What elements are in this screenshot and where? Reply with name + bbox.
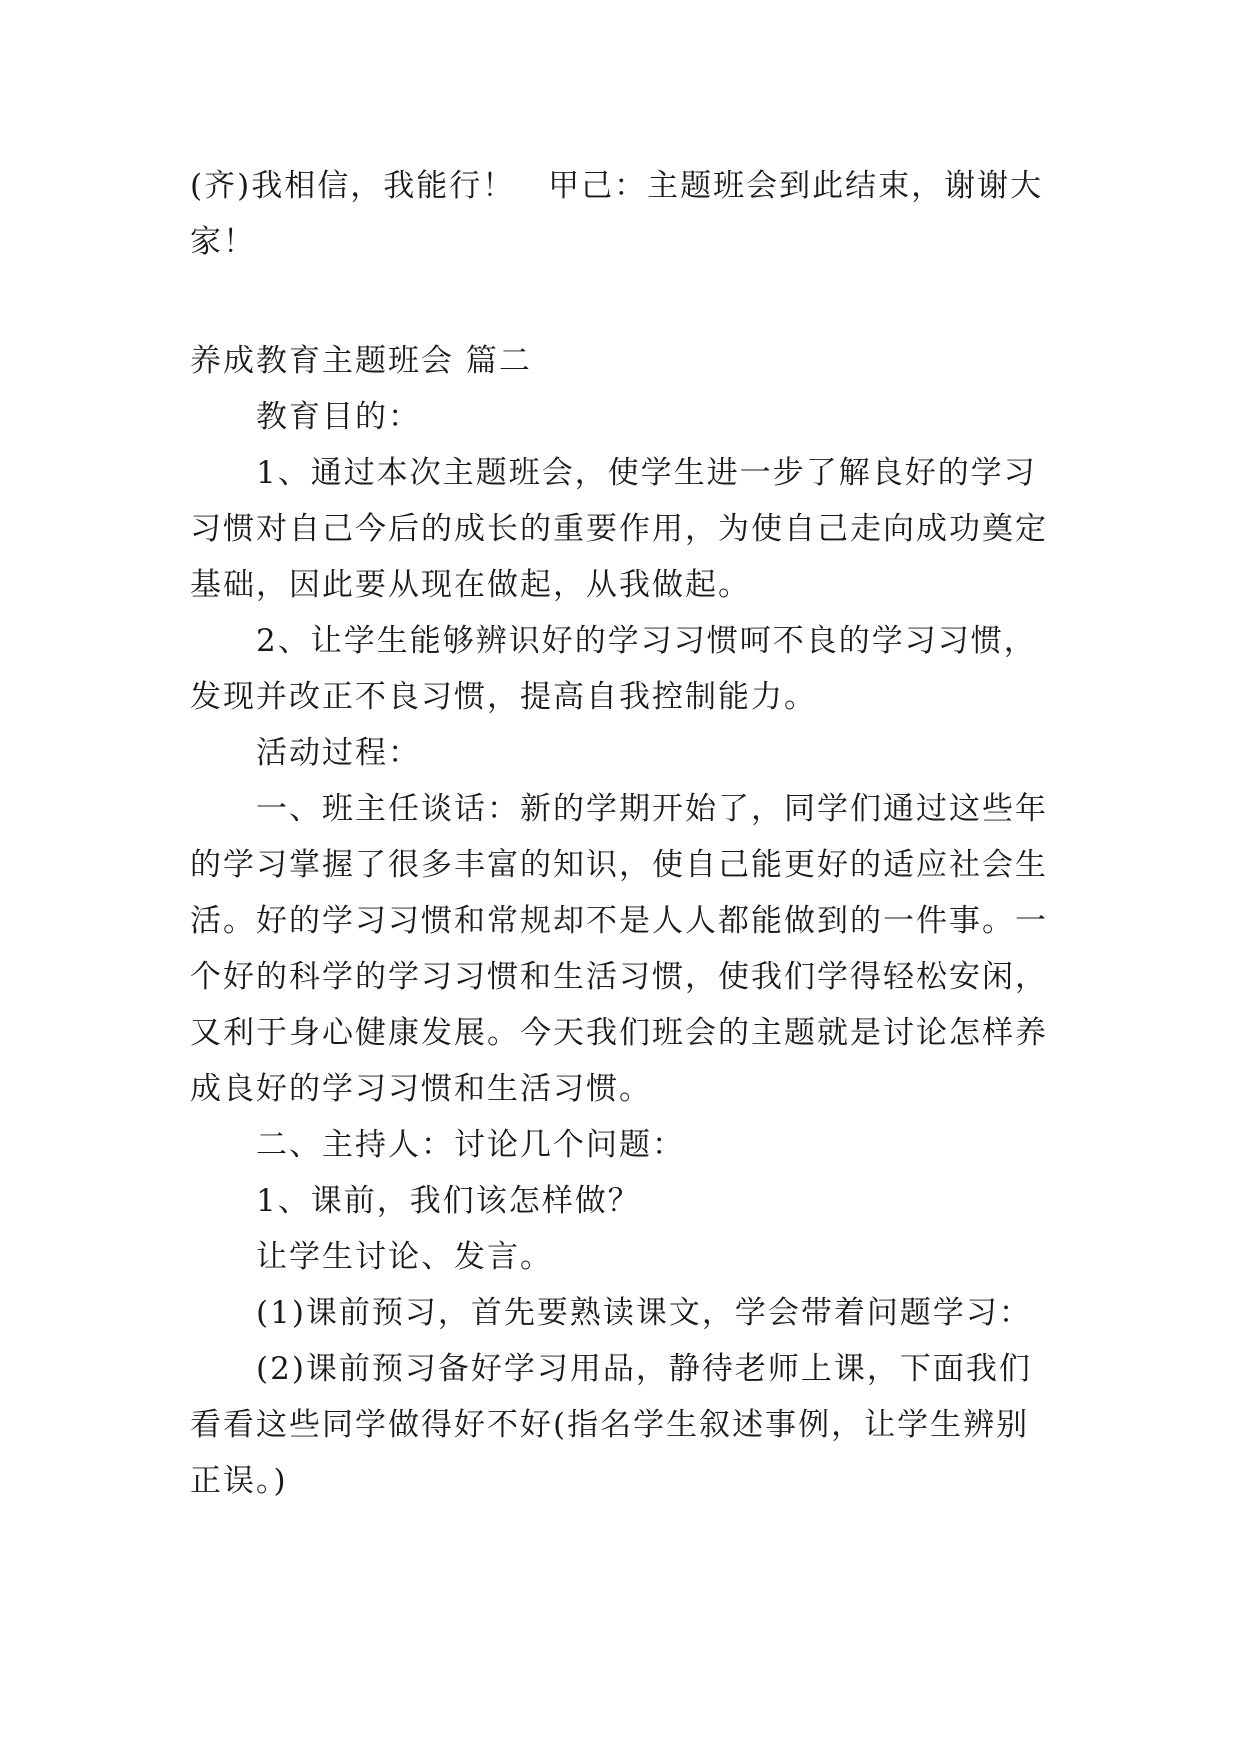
paragraph-goal-1: 1、通过本次主题班会，使学生进一步了解良好的学习习惯对自己今后的成长的重要作用，为使自己走向成功奠定基础，因此要从现在做起，从我做起。 (190, 455, 1048, 603)
section-title: 养成教育主题班会 篇二 (190, 343, 532, 379)
paragraph-item-1: (1)课前预习，首先要熟读课文，学会带着问题学习： (256, 1295, 1032, 1331)
section-body (190, 389, 1052, 1509)
paragraph-question-1: 1、课前，我们该怎样做？ (256, 1183, 641, 1219)
paragraph-student-discussion: 让学生讨论、发言。 (256, 1239, 553, 1275)
paragraph-host-discussion: 二、主持人：讨论几个问题： (256, 1127, 685, 1163)
paragraph-education-goal-heading: 教育目的： (256, 399, 421, 435)
paragraph-item-2: (2)课前预习备好学习用品，静待老师上课，下面我们看看这些同学做得好不好(指名学生叙述事例，让学生辨别正误。) (190, 1351, 1032, 1499)
paragraph-activity-heading: 活动过程： (256, 735, 421, 771)
opening-paragraph: (齐)我相信，我能行！ 甲己：主题班会到此结束，谢谢大家！ (190, 168, 1044, 260)
paragraph-teacher-talk: 一、班主任谈话：新的学期开始了，同学们通过这些年的学习掌握了很多丰富的知识，使自己能更好的适应社会生活。好的学习习惯和常规却不是人人都能做到的一件事。一个好的科学的学习习惯和生活习惯，使我们学得轻松安闲，又利于身心健康发展。今天我们班会的主题就是讨论怎样养成良好的学习习惯和生活习惯。 (190, 791, 1048, 1107)
paragraph-goal-2: 2、让学生能够辨识好的学习习惯呵不良的学习习惯，发现并改正不良习惯，提高自我控制能力。 (190, 623, 1037, 715)
